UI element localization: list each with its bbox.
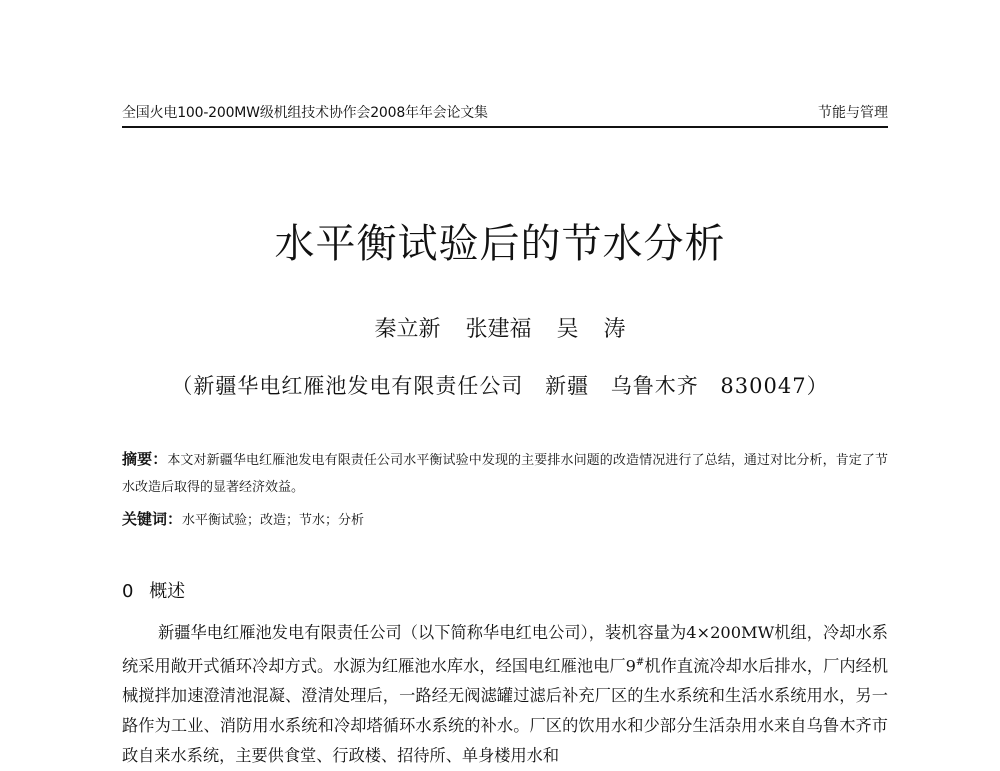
abstract: [122, 446, 888, 501]
abstract-text: 本文对新疆华电红雁池发电有限责任公司水平衡试验中发现的主要排水问题的改造情况进行了总结，通过对比分析，肯定了节水改造后取得的显著经济效益。: [122, 453, 888, 495]
body-paragraph: [122, 618, 888, 771]
authors: 秦立新 张建福 吴 涛: [374, 317, 626, 342]
keywords-label: 关键词：: [122, 510, 183, 528]
section-title: 概述: [149, 581, 186, 602]
header-section-name: 节能与管理: [818, 105, 888, 121]
header-rule: [122, 126, 888, 128]
keywords: [122, 506, 888, 534]
header-proceedings-title: 全国火电100-200MW级机组技术协作会2008年年会论文集: [122, 105, 488, 121]
affiliation: （新疆华电红雁池发电有限责任公司 新疆 乌鲁木齐 830047）: [171, 374, 829, 398]
body-text-part2: 机作直流冷却水后排水，厂内经机械搅拌加速澄清池混凝、澄清处理后，一路经无阀滤罐过滤后补充厂区的生水系统和生活水系统用水，另一路作为工业、消防用水系统和冷却塔循环水系统的补水。厂区的饮用水和少部分生活杂用水来自乌鲁木齐市政自来水系统，主要供食堂、行政楼、招待所、单身楼用水和: [122, 656, 889, 766]
section-number: 0: [122, 581, 134, 602]
paper-title: 水平衡试验后的节水分析: [274, 221, 726, 267]
abstract-label: 摘要：: [122, 450, 168, 468]
body-text-part1: 新疆华电红雁池发电有限责任公司（以下简称华电红电公司），装机容量为4×200MW机组，冷却水系统采用敞开式循环冷却方式。水源为红雁池水库水，经国电红雁池电厂9: [122, 623, 888, 676]
section-heading: [122, 578, 185, 606]
keywords-text: 水平衡试验；改造；节水；分析: [182, 513, 365, 528]
running-header: [122, 102, 888, 124]
unit-number-sup: #: [635, 657, 645, 668]
